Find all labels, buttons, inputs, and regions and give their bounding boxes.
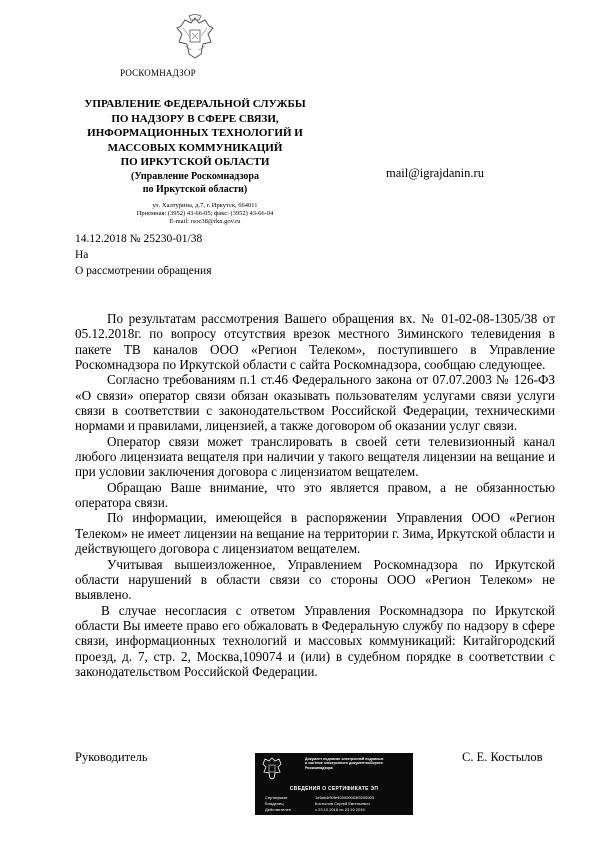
- body-paragraph: В случае несогласия с ответом Управления Роскомнадзора по Иркутской области Вы имеете право его обжаловать в Федеральную службу по надзору в сфере связи, информационных технологий и массовых коммуникаций: Китайгородский проезд, д. 7, стр. 2, Москва,109074 и (или) в судебном порядке в соответствии с законодательством Российской Федерации.: [75, 602, 555, 679]
- stamp-row-value: с 23.10.2018 по 23.10.2019: [315, 807, 365, 812]
- org-name-line: ПО ИРКУТСКОЙ ОБЛАСТИ: [120, 156, 270, 169]
- registration-date-number: 14.12.2018 № 25230-01/38: [75, 233, 203, 245]
- org-abbr-line: (Управление Роскомнадзора: [131, 171, 259, 182]
- registration-on: На: [75, 249, 89, 261]
- stamp-title: СВЕДЕНИЯ О СЕРТИФИКАТЕ ЭП: [289, 786, 379, 792]
- registration-block: [75, 231, 212, 279]
- body-paragraph: Учитывая вышеизложенное, Управлением Роскомнадзора по Иркутской области нарушений в области связи со стороны ООО «Регион Телеком» не выявлено.: [75, 556, 555, 603]
- stamp-row-valid: [265, 807, 411, 812]
- org-abbreviation: [90, 170, 300, 196]
- address-line: Приемная: (3952) 43-66-05; факс: (3952) 43-66-04: [136, 210, 274, 217]
- body-paragraph: Обращаю Ваше внимание, что это является правом, а не обязанностью оператора связи.: [75, 479, 555, 511]
- stamp-org-line: Документ подписан электронной подписью: [305, 757, 384, 761]
- stamp-row-owner: [265, 801, 411, 806]
- body-paragraph: По информации, имеющейся в распоряжении Управления ООО «Регион Телеком» не имеет лицензии на вещание на территории г. Зима, Иркутской области и действующего договора с лицензиатом вещателем.: [75, 510, 555, 557]
- electronic-signature-stamp: [255, 753, 413, 815]
- org-abbr-line: по Иркутской области): [142, 184, 248, 195]
- signatory-name: С. Е. Костылов: [462, 750, 543, 764]
- org-address: [95, 202, 315, 226]
- org-name-line: ИНФОРМАЦИОННЫХ ТЕХНОЛОГИЙ И: [87, 127, 303, 140]
- org-name-line: УПРАВЛЕНИЕ ФЕДЕРАЛЬНОЙ СЛУЖБЫ: [84, 98, 306, 110]
- signatory-role: Руководитель: [75, 750, 148, 764]
- org-name-line: ПО НАДЗОРУ В СФЕРЕ СВЯЗИ,: [111, 112, 279, 125]
- stamp-row-key: Сертификат: [265, 795, 288, 800]
- address-line: ул. Халтурина, д.7, г. Иркутск, 664011: [152, 202, 258, 209]
- address-line: E-mail: rsoc38@rkn.gov.ru: [169, 218, 241, 225]
- stamp-row-value: Костылов Сергей Евгеньевич: [315, 801, 370, 806]
- stamp-org-text: [305, 757, 409, 770]
- recipient-email: mail@igrajdanin.ru: [386, 166, 484, 180]
- stamp-org-line: в системе электронного документооборота: [305, 761, 383, 766]
- org-full-name: [70, 97, 320, 170]
- stamp-emblem-icon: [261, 756, 283, 780]
- stamp-org-line: Роскомнадзора: [305, 765, 333, 770]
- body-paragraph: По результатам рассмотрения Вашего обращения вх. № 01-02-08-1305/38 от 05.12.2018г. по вопросу отсутствия врезок местного Зиминского телевидения в пакете ТВ каналов ООО «Регион Телеком», поступившего в Управление Роскомнадзора по Иркутской области с сайта Роскомнадзора, сообщаю следующее.: [75, 311, 555, 373]
- body-paragraph: Оператор связи может транслировать в своей сети телевизионный канал любого лицензиата вещателя при наличии у такого вещателя лицензии на вещание и при условии заключения договора с лицензиатом вещателем.: [75, 433, 555, 480]
- letter-subject: О рассмотрении обращения: [75, 265, 212, 277]
- org-name-line: МАССОВЫХ КОММУНИКАЦИЙ: [107, 141, 283, 154]
- stamp-row-key: Владелец: [265, 801, 284, 806]
- stamp-row-value: 1e5ab4f90fe400000003f9200003: [315, 795, 374, 800]
- stamp-row-certificate: [265, 795, 411, 800]
- body-paragraph: Согласно требованиям п.1 ст.46 Федерального закона от 07.07.2003 № 126-ФЗ «О связи» оператор связи обязан оказывать пользователям услугами связи услуги связи в соответствии с законодательством Российской Федерации, техническими нормами и правилами, лицензией, а также договором об оказании услуг связи.: [75, 372, 555, 434]
- letter-body: [75, 311, 555, 679]
- coat-of-arms-icon: [175, 14, 215, 62]
- org-short-name: РОСКОМНАДЗОР: [120, 68, 196, 78]
- stamp-row-key: Действителен: [265, 807, 292, 812]
